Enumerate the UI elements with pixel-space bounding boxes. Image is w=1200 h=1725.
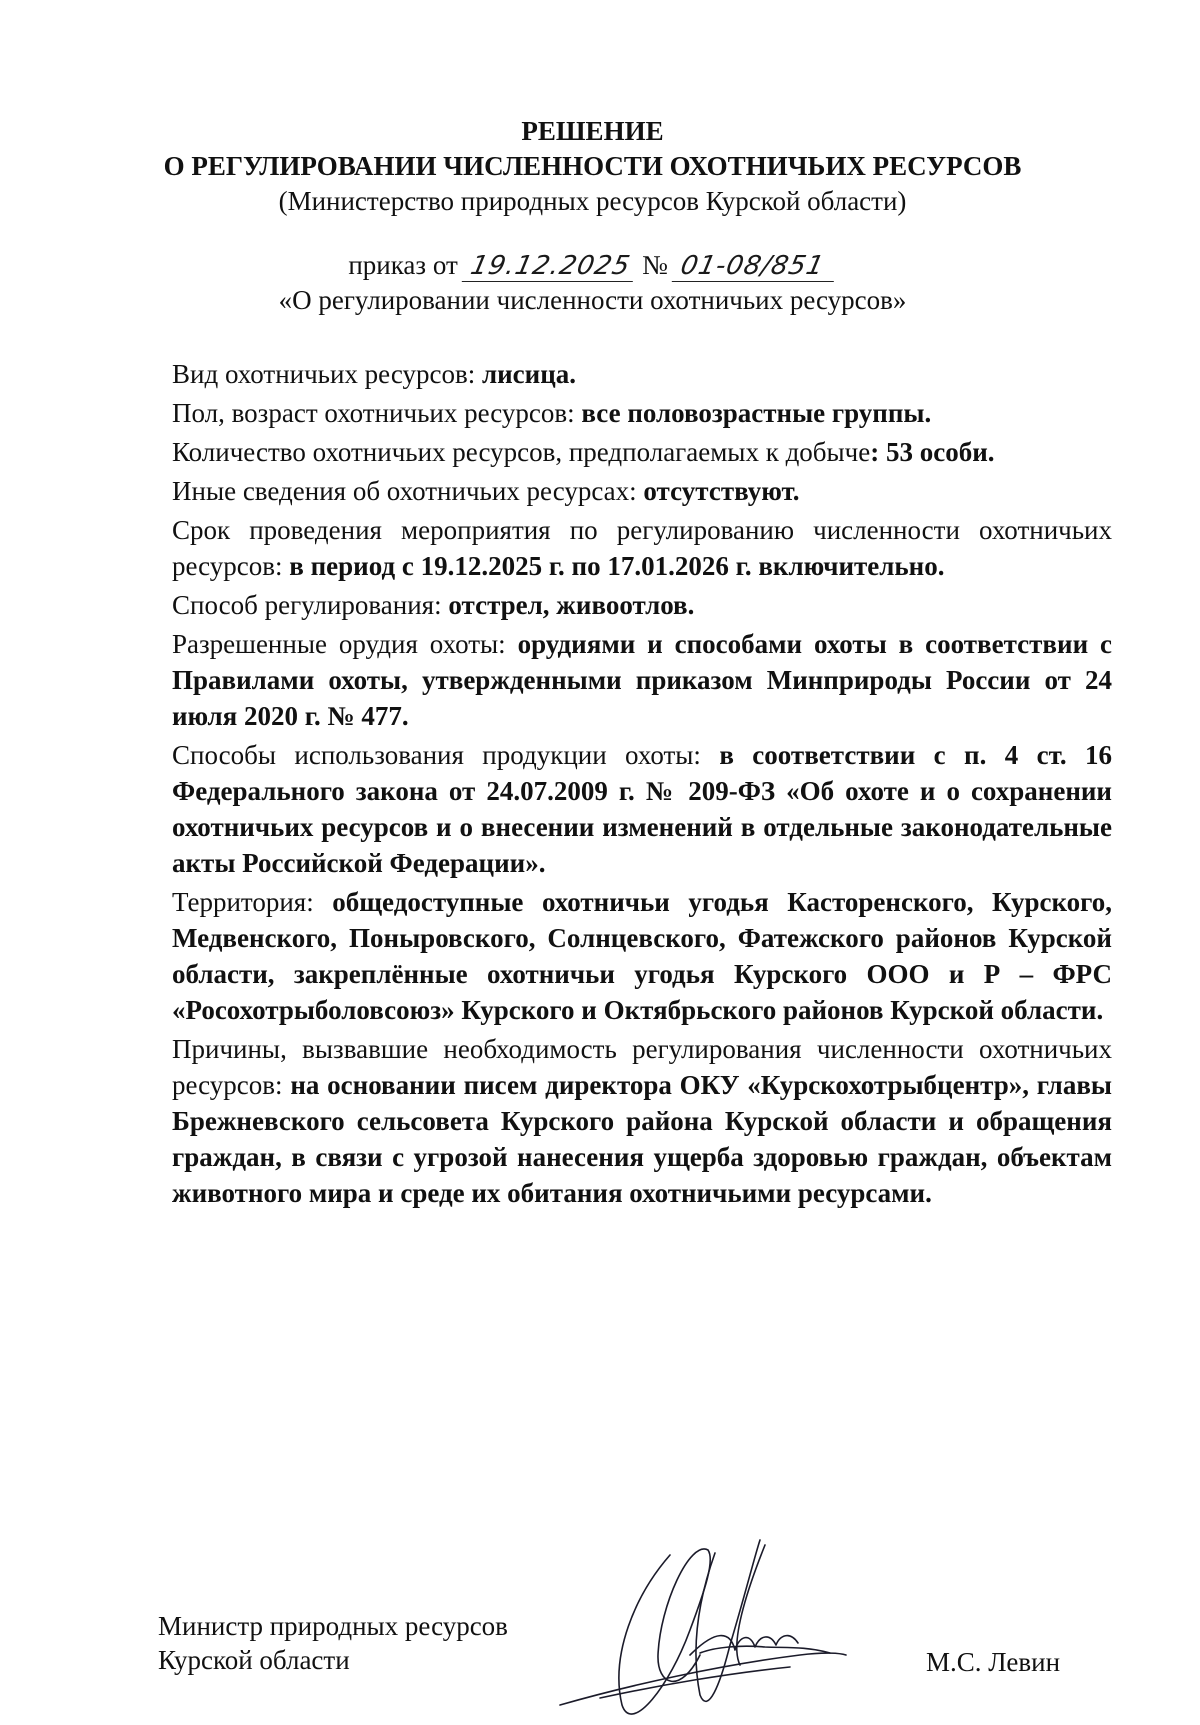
field-value: лисица. [481, 359, 577, 389]
field-sex-age [172, 395, 1112, 431]
signatory-position-line2: Курской области [158, 1645, 350, 1675]
field-reasons [172, 1031, 1112, 1211]
order-number-handwritten: 01-08/851 [671, 251, 840, 282]
field-other-info [172, 473, 1112, 509]
order-title: «О регулировании численности охотничьих ресурсов» [278, 285, 907, 315]
field-label: Иные сведения об охотничьих ресурсах: [172, 476, 644, 506]
field-value: на основании писем директора ОКУ «Курскохотрыбцентр», главы Брежневского сельсовета Курского района Курской области и обращения граждан, в связи с угрозой нанесения ущерба здоровью граждан, объектам животного мира и среде их обитания охотничьими ресурсами. [172, 1070, 1112, 1208]
signatory-position [158, 1609, 508, 1677]
signatory-name: М.С. Левин [926, 1647, 1061, 1677]
field-value: отсутствуют. [643, 476, 800, 506]
field-method [172, 587, 1112, 623]
order-number-sign: № [642, 250, 668, 280]
field-value: орудиями и способами охоты в соответствии с Правилами охоты, утвержденными приказом Минприроды России от 24 июля 2020 г. № 477. [172, 629, 1112, 731]
field-label: Количество охотничьих ресурсов, предполагаемых к добыче [172, 437, 871, 467]
signatory-position-line1: Министр природных ресурсов [158, 1611, 508, 1641]
decision-body [172, 356, 1112, 1214]
field-label: Пол, возраст охотничьих ресурсов: [172, 398, 582, 428]
order-date-handwritten: 19.12.2025 [461, 251, 638, 282]
field-label: Способ регулирования: [172, 590, 449, 620]
issuing-authority: (Министерство природных ресурсов Курской области) [278, 186, 907, 216]
field-value: в период с 19.12.2025 г. по 17.01.2026 г. включительно. [289, 551, 945, 581]
field-label: Вид охотничьих ресурсов: [172, 359, 482, 389]
order-reference [0, 248, 1185, 282]
field-label: Территория: [172, 887, 333, 917]
order-prefix: приказ от [348, 250, 458, 280]
field-value: : 53 особи. [870, 437, 995, 467]
field-product-use [172, 737, 1112, 881]
field-territory [172, 884, 1112, 1028]
field-value: отстрел, живоотлов. [448, 590, 695, 620]
field-label: Срок проведения мероприятия по регулированию численности охотничьих ресурсов: [172, 515, 1112, 581]
field-label: Разрешенные орудия охоты: [172, 629, 518, 659]
field-value: в соответствии с п. 4 ст. 16 Федерального закона от 24.07.2009 г. № 209-ФЗ «Об охоте и о сохранении охотничьих ресурсов и о внесении изменений в отдельные законодательные акты Российской Федерации». [172, 740, 1112, 878]
document-title-subject: О РЕГУЛИРОВАНИИ ЧИСЛЕННОСТИ ОХОТНИЧЬИХ РЕСУРСОВ [163, 151, 1022, 181]
document-title: РЕШЕНИЕ [521, 116, 664, 146]
field-label: Причины, вызвавшие необходимость регулирования численности охотничьих ресурсов: [172, 1034, 1112, 1100]
field-species [172, 356, 1112, 392]
field-quantity [172, 434, 1112, 470]
field-value: все половозрастные группы. [581, 398, 932, 428]
handwritten-signature [540, 1535, 880, 1725]
field-value: общедоступные охотничьи угодья Касторенского, Курского, Медвенского, Поныровского, Солнцевского, Фатежского районов Курской области, закреплённые охотничьи угодья Курского ООО и Р – ФРС «Росохотрыболовсоюз» Курского и Октябрьского районов Курской области. [172, 887, 1112, 1025]
field-label: Способы использования продукции охоты: [172, 740, 720, 770]
field-tools [172, 626, 1112, 734]
field-period [172, 512, 1112, 584]
